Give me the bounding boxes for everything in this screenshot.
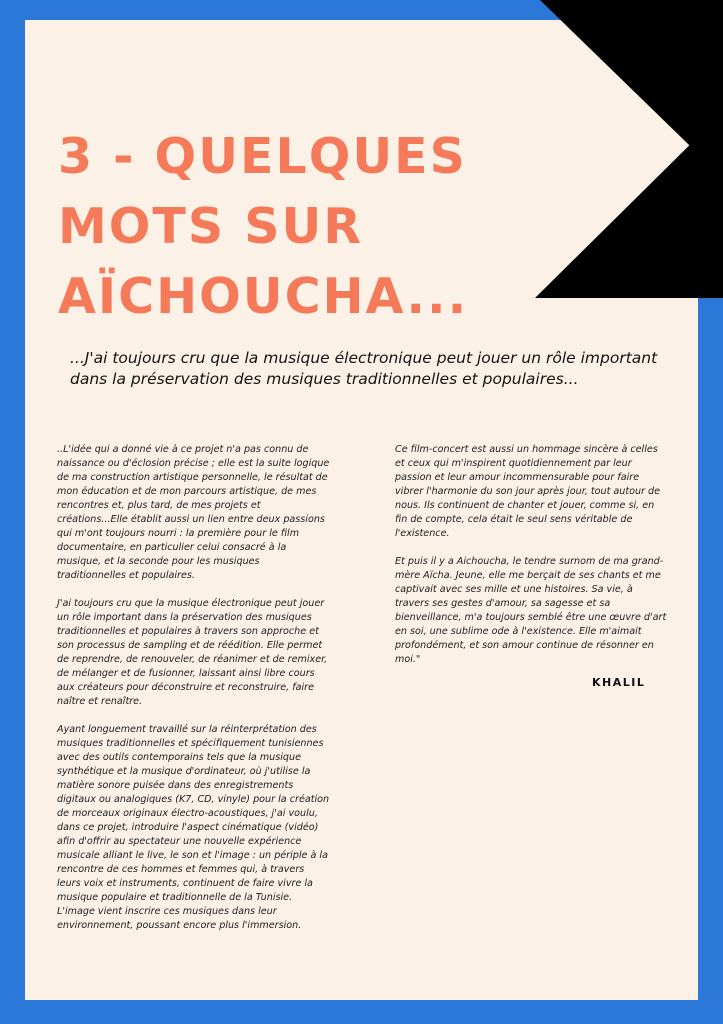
left-paragraph-1: ..L'idée qui a donné vie à ce projet n'a pas connu de naissance ou d'éclosion précise ; elle est la suite logique de ma construction artistique personnelle, le résultat de mon éducation et de mon parcours artistique, de mes rencontres et, plus tard, de mes projets et créations...Elle établit aussi un lien entre deux passions qui m'ont toujours nourri : la première pour le film documentaire, en particulier celui consacré à la musique, et la seconde pour les musiques traditionnelles et populaires.: [57, 444, 330, 581]
right-paragraph-1: Ce film-concert est aussi un hommage sincère à celles et ceux qui m'inspirent quotidiennement par leur passion et leur amour incommensurable pour faire vibrer l'harmonie du son jour après jour, tout autour de nous. Ils continuent de chanter et jouer, comme si, en fin de compte, cela était le seul sens véritable de l'existence.: [395, 444, 661, 539]
right-column: [395, 443, 668, 681]
title-line-1: 3 - QUELQUES: [58, 128, 467, 185]
title-line-3: AÏCHOUCHA...: [58, 268, 469, 325]
page-title: [58, 122, 618, 332]
left-paragraph-3: Ayant longuement travaillé sur la réinterprétation des musiques traditionnelles et spécifiquement tunisiennes avec des outils contemporains tels que la musique synthétique et la musique d'ordinateur, où j'utilise la matière sonore puisée dans des enregistrements digitaux ou analogiques (K7, CD, vinyle) pour la création de morceaux originaux électro-acoustiques, j'ai voulu, dans ce projet, introduire l'aspect cinématique (vidéo) afin d'offrir au spectateur une nouvelle expérience musicale alliant le live, le son et l'image : un périple à la rencontre de ces hommes et femmes qui, à travers leurs voix et instruments, continuent de faire vivre la musique populaire et traditionnelle de la Tunisie. L'image vient inscrire ces musiques dans leur environnement, poussant encore plus l'immersion.: [57, 724, 330, 931]
right-paragraph-2: Et puis il y a Aichoucha, le tendre surnom de ma grand-mère Aïcha. Jeune, elle me berçait de ses chants et me captivait avec ses mille et une histoires. Sa vie, à travers ses gestes d'amour, sa sagesse et sa bienveillance, m'a toujours semblé être une œuvre d'art en soi, une sublime ode à l'existence. Elle m'aimait profondément, et son amour continue de résonner en moi.": [395, 556, 667, 665]
pull-quote: ...J'ai toujours cru que la musique électronique peut jouer un rôle important dans la préservation des musiques traditionnelles et populaires...: [70, 349, 658, 388]
left-column: [57, 443, 330, 947]
title-line-2: MOTS SUR: [58, 198, 363, 255]
left-paragraph-2: J'ai toujours cru que la musique électronique peut jouer un rôle important dans la préservation des musiques traditionnelles et populaires à travers son approche et son processus de sampling et de réédition. Elle permet de reprendre, de renouveler, de réanimer et de remixer, de mélanger et de fusionner, laissant ainsi libre cours aux créateurs pour déconstruire et reconstruire, faire naître et renaître.: [57, 598, 328, 707]
author-signature: KHALIL: [592, 676, 646, 689]
